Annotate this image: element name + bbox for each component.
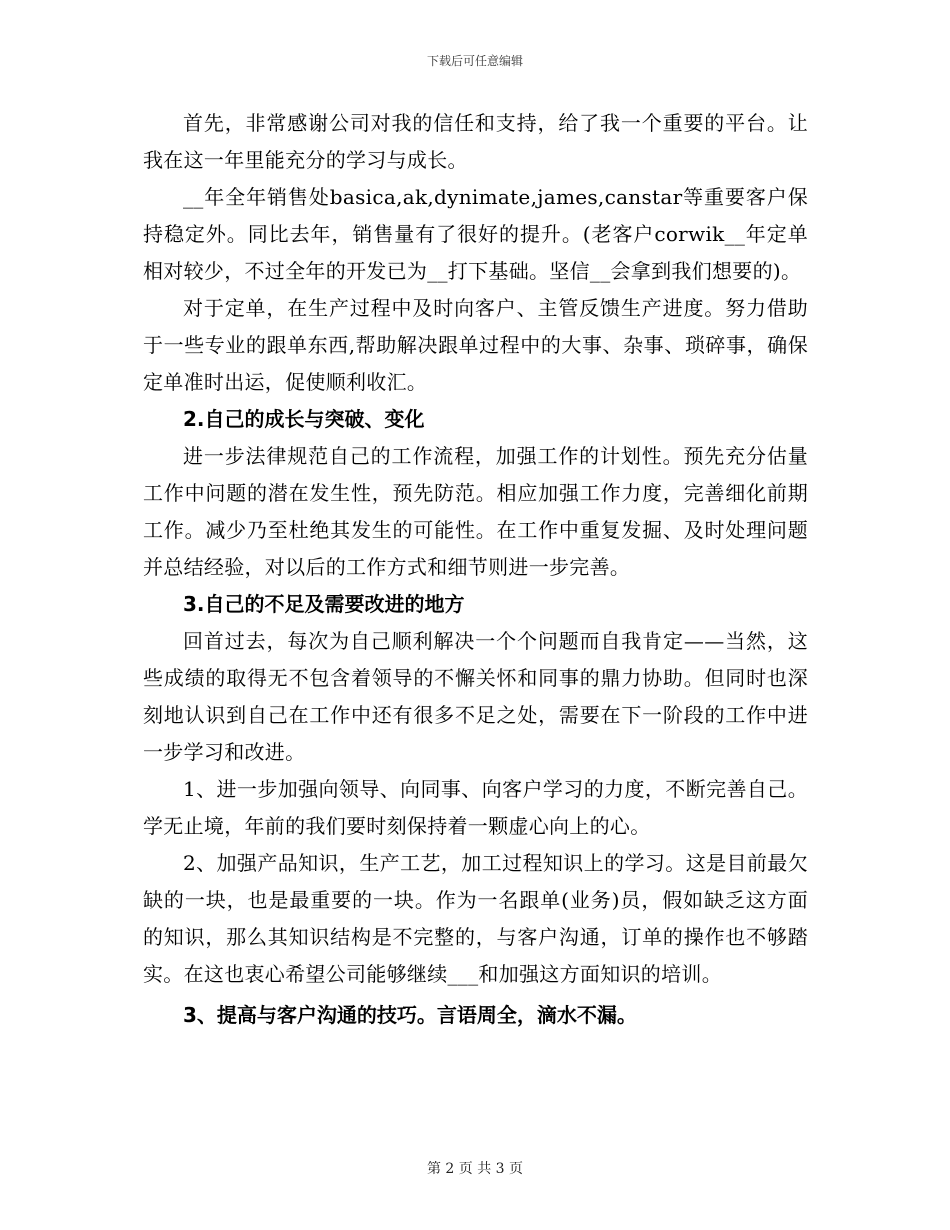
section-heading-growth: 2.自己的成长与突破、变化	[183, 407, 425, 431]
document-body	[143, 105, 808, 1034]
section-heading-communication: 3、提高与客户沟通的技巧。言语周全，滴水不漏。	[183, 1003, 637, 1027]
paragraph-reflection: 回首过去，每次为自己顺利解决一个个问题而自我肯定——当然，这些成绩的取得无不包含着领导的不懈关怀和同事的鼎力协助。但同时也深刻地认识到自己在工作中还有很多不足之处，需要在下一阶段的工作中进一步学习和改进。	[143, 629, 808, 764]
paragraph-item-1: 1、进一步加强向领导、向同事、向客户学习的力度，不断完善自己。学无止境，年前的我们要时刻保持着一颗虚心向上的心。	[143, 777, 808, 838]
paragraph-sales: __年全年销售处basica,ak,dynimate,james,canstar等重要客户保持稳定外。同比去年，销售量有了很好的提升。(老客户corwik__年定单相对较少，不过全年的开发已为__打下基础。坚信__会拿到我们想要的)。	[143, 185, 808, 283]
page-header: 下载后可任意编辑	[426, 54, 523, 68]
paragraph-workflow: 进一步法律规范自己的工作流程，加强工作的计划性。预先充分估量工作中问题的潜在发生性，预先防范。相应加强工作力度，完善细化前期工作。减少乃至杜绝其发生的可能性。在工作中重复发掘、及时处理问题并总结经验，对以后的工作方式和细节则进一步完善。	[143, 444, 808, 579]
paragraph-gratitude: 首先，非常感谢公司对我的信任和支持，给了我一个重要的平台。让我在这一年里能充分的学习与成长。	[143, 111, 808, 172]
section-heading-shortcomings: 3.自己的不足及需要改进的地方	[183, 592, 465, 616]
paragraph-item-2: 2、加强产品知识，生产工艺，加工过程知识上的学习。这是目前最欠缺的一块，也是最重要的一块。作为一名跟单(业务)员，假如缺乏这方面的知识，那么其知识结构是不完整的，与客户沟通，订单的操作也不够踏实。在这也衷心希望公司能够继续___和加强这方面知识的培训。	[143, 851, 808, 986]
paragraph-orders: 对于定单，在生产过程中及时向客户、主管反馈生产进度。努力借助于一些专业的跟单东西,帮助解决跟单过程中的大事、杂事、琐碎事，确保定单准时出运，促使顺利收汇。	[143, 296, 808, 394]
page-footer: 第 2 页 共 3 页	[426, 1161, 524, 1177]
